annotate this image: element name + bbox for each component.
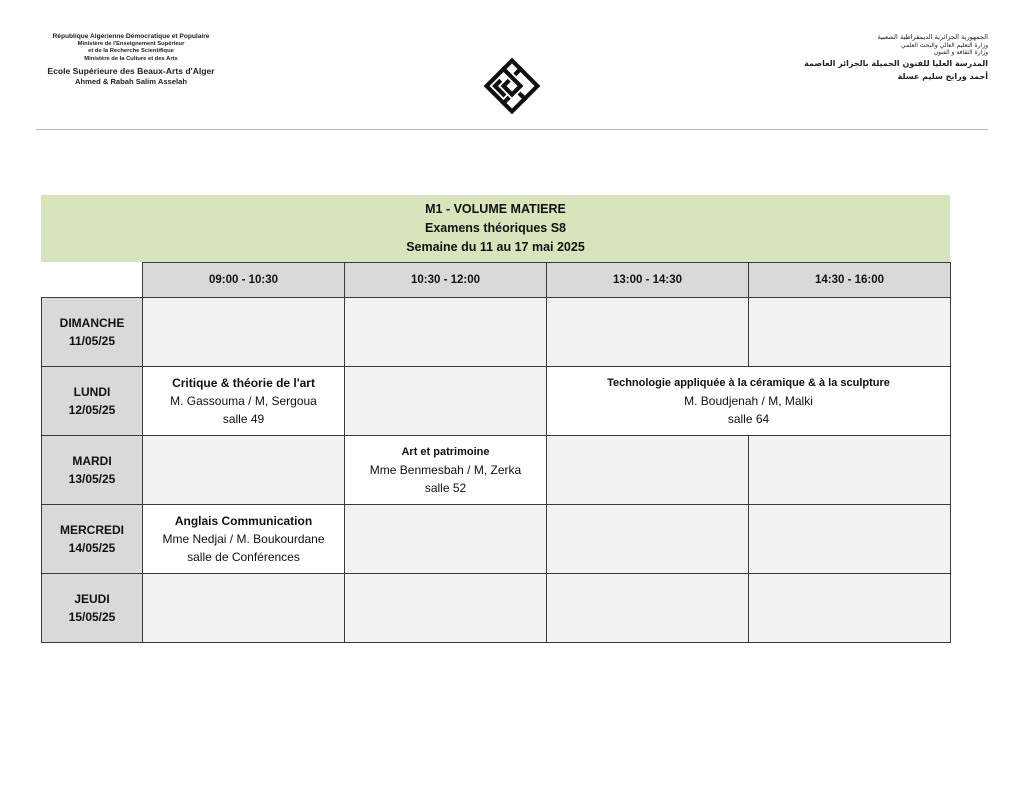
exam-technologie-ceramique xyxy=(547,367,951,436)
ministry-higher-education-fr: Ministère de l'Enseignement Supérieur xyxy=(77,41,185,48)
exam-subject: Critique & théorie de l'art xyxy=(172,376,315,390)
exam-subject: Art et patrimoine xyxy=(401,446,490,458)
day-lundi xyxy=(42,367,143,436)
ministry-research-fr: et de la Recherche Scientifique xyxy=(88,48,174,55)
school-founders-ar: أحمد ورابح سليم عسلة xyxy=(897,71,988,81)
exam-room: salle 52 xyxy=(424,481,467,495)
empty-cell xyxy=(547,436,749,505)
school-name-fr: Ecole Supérieure des Beaux-Arts d'Alger xyxy=(47,65,215,76)
day-jeudi xyxy=(42,574,143,643)
day-date: 12/05/25 xyxy=(68,403,116,417)
empty-cell xyxy=(345,298,547,367)
day-date: 13/05/25 xyxy=(68,472,116,486)
corner-cell xyxy=(42,263,143,298)
header-right-arabic xyxy=(804,33,988,82)
day-name: LUNDI xyxy=(73,385,111,399)
empty-cell xyxy=(345,367,547,436)
timeslot-1300: 13:00 - 14:30 xyxy=(547,263,749,298)
kufic-logo-icon xyxy=(482,56,542,116)
day-date: 14/05/25 xyxy=(68,541,116,555)
exam-critique-theorie xyxy=(143,367,345,436)
empty-cell xyxy=(749,436,951,505)
timeslot-header-row xyxy=(42,263,951,298)
exam-room: salle 64 xyxy=(727,412,770,426)
title-program: M1 - VOLUME MATIERE xyxy=(425,202,566,216)
day-name: MERCREDI xyxy=(59,523,124,537)
title-week: Semaine du 11 au 17 mai 2025 xyxy=(406,240,585,254)
republic-fr: République Algérienne Démocratique et Populaire xyxy=(52,33,210,40)
row-jeudi xyxy=(42,574,951,643)
exam-anglais-communication xyxy=(143,505,345,574)
schedule-title xyxy=(41,195,950,262)
exam-teachers: M. Boudjenah / M, Malki xyxy=(684,394,813,408)
exam-subject: Anglais Communication xyxy=(174,514,313,528)
exam-subject: Technologie appliquée à la céramique & à la sculpture xyxy=(607,377,890,389)
day-mercredi xyxy=(42,505,143,574)
exam-teachers: Mme Benmesbah / M, Zerka xyxy=(369,463,522,477)
timeslot-0900: 09:00 - 10:30 xyxy=(143,263,345,298)
day-name: JEUDI xyxy=(74,592,110,606)
empty-cell xyxy=(547,574,749,643)
empty-cell xyxy=(749,505,951,574)
school-founders-fr: Ahmed & Rabah Salim Asselah xyxy=(75,76,187,86)
exam-teachers: Mme Nedjai / M. Boukourdane xyxy=(162,532,325,546)
title-exam-type: Examens théoriques S8 xyxy=(424,221,567,235)
exam-schedule-table xyxy=(41,262,951,643)
timeslot-1430: 14:30 - 16:00 xyxy=(749,263,951,298)
school-name-ar: المدرسة العليا للفنون الجميلة بالجزائر العاصمة xyxy=(804,59,988,69)
day-name: MARDI xyxy=(72,454,112,468)
day-date: 15/05/25 xyxy=(68,610,116,624)
header-divider xyxy=(36,129,988,130)
empty-cell xyxy=(749,574,951,643)
exam-art-patrimoine xyxy=(345,436,547,505)
empty-cell xyxy=(345,505,547,574)
row-dimanche xyxy=(42,298,951,367)
row-lundi xyxy=(42,367,951,436)
empty-cell xyxy=(749,298,951,367)
empty-cell xyxy=(547,505,749,574)
exam-room: salle de Conférences xyxy=(187,550,300,564)
row-mercredi xyxy=(42,505,951,574)
ministry-higher-education-ar: وزارة التعليم العالي والبحث العلمي xyxy=(901,41,988,49)
row-mardi xyxy=(42,436,951,505)
day-name: DIMANCHE xyxy=(59,316,125,330)
republic-ar: الجمهورية الجزائرية الديمقراطية الشعبية xyxy=(877,33,988,41)
ministry-culture-ar: وزارة الثقافة و الفنون xyxy=(933,49,988,57)
timeslot-1030: 10:30 - 12:00 xyxy=(345,263,547,298)
day-dimanche xyxy=(42,298,143,367)
day-date: 11/05/25 xyxy=(68,334,116,348)
exam-teachers: M. Gassouma / M, Sergoua xyxy=(170,394,317,408)
empty-cell xyxy=(143,436,345,505)
empty-cell xyxy=(547,298,749,367)
empty-cell xyxy=(143,298,345,367)
day-mardi xyxy=(42,436,143,505)
exam-room: salle 49 xyxy=(222,412,265,426)
header-left-french xyxy=(36,33,226,86)
empty-cell xyxy=(345,574,547,643)
empty-cell xyxy=(143,574,345,643)
ministry-culture-fr: Ministère de la Culture et des Arts xyxy=(84,55,178,62)
